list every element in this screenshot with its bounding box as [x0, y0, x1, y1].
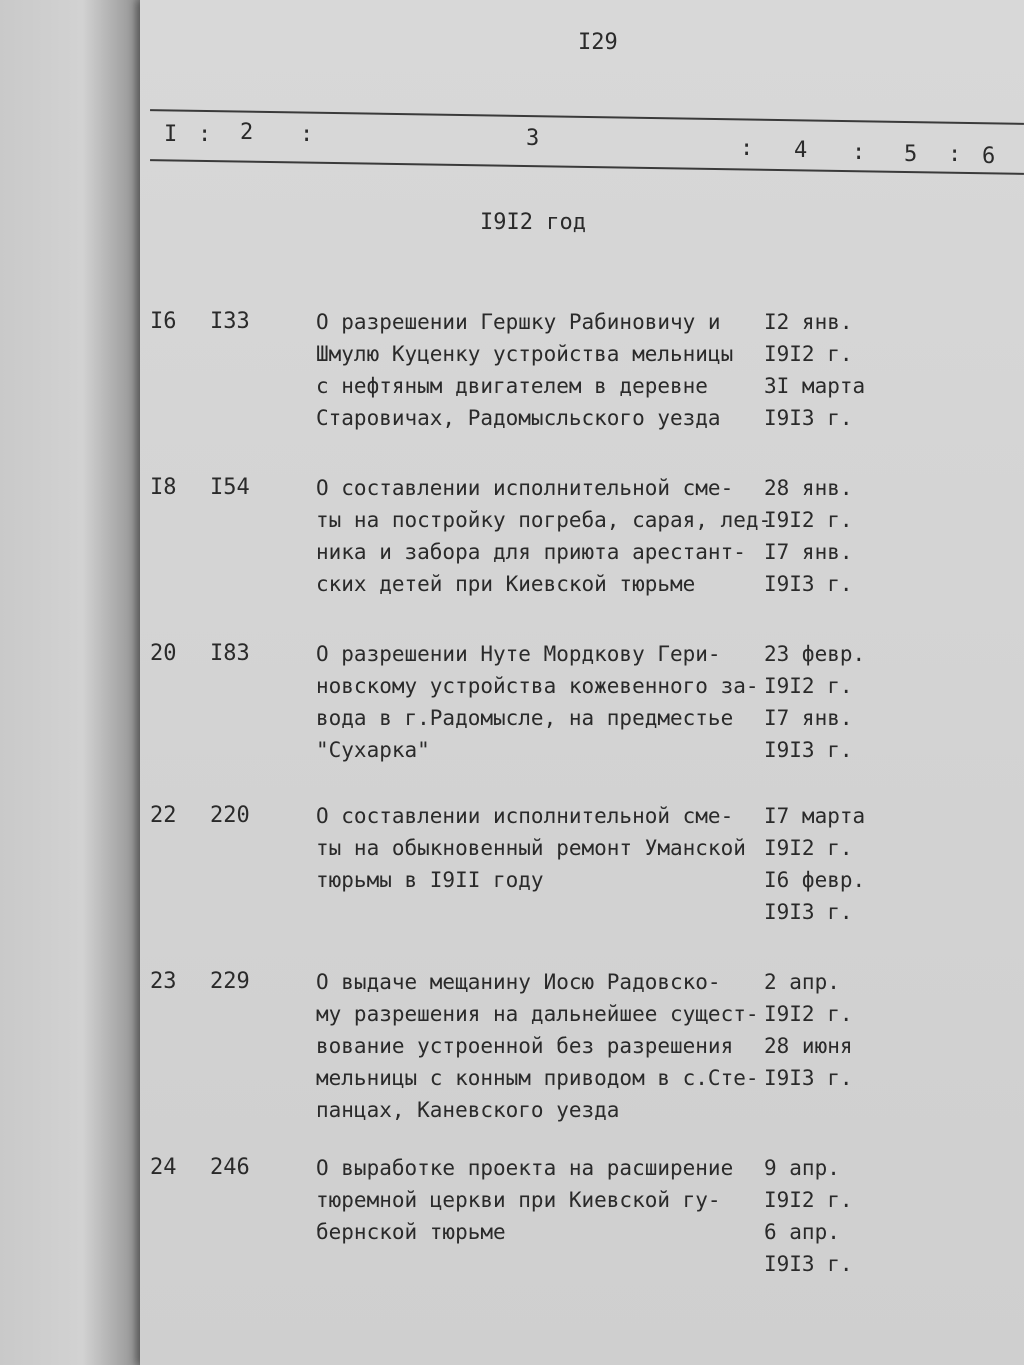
entry-title-line: му разрешения на дальнейшее сущест-: [316, 1002, 759, 1026]
entry-dates: [764, 800, 874, 928]
entry-date-line: 3I марта: [764, 374, 866, 398]
entry-date-line: 23 февр.: [764, 642, 866, 666]
entry-dates: [764, 966, 874, 1094]
column-header-5: 5: [904, 142, 918, 167]
entry-date-line: 28 янв.: [764, 476, 853, 500]
entry-sequence-number: I8: [150, 475, 177, 500]
year-heading: I9I2 год: [480, 210, 586, 235]
entry-title: [316, 1152, 776, 1248]
entry-sequence-number: 24: [150, 1155, 177, 1180]
entry-title: [316, 638, 776, 766]
entry-date-line: I9I3 г.: [764, 1066, 853, 1090]
header-rule-top: [150, 109, 1024, 125]
entry-title: [316, 800, 776, 896]
entry-sequence-number: 20: [150, 641, 177, 666]
header-rule-bottom: [150, 159, 1024, 175]
column-separator: :: [198, 122, 212, 147]
entry-date-line: I9I3 г.: [764, 738, 853, 762]
entry-title-line: О выдаче мещанину Иосю Радовско-: [316, 970, 721, 994]
column-header-4: 4: [794, 138, 808, 163]
entry-date-line: I9I2 г.: [764, 342, 853, 366]
entry-title-line: тюремной церкви при Киевской гу-: [316, 1188, 721, 1212]
entry-file-number: I33: [210, 309, 250, 334]
entry-title-line: с нефтяным двигателем в деревне: [316, 374, 708, 398]
column-separator: :: [948, 142, 962, 167]
entry-sequence-number: 23: [150, 969, 177, 994]
entry-date-line: I9I3 г.: [764, 1252, 853, 1276]
column-header-3: 3: [526, 126, 540, 151]
entry-title-line: О выработке проекта на расширение: [316, 1156, 734, 1180]
entry-date-line: 6 апр.: [764, 1220, 840, 1244]
entry-title-line: О разрешении Гершку Рабиновичу и: [316, 310, 721, 334]
entry-title-line: О составлении исполнительной сме-: [316, 476, 734, 500]
previous-page-edge: [0, 0, 150, 1365]
entry-file-number: 220: [210, 803, 250, 828]
entry-title: [316, 306, 776, 434]
entry-date-line: 28 июня: [764, 1034, 853, 1058]
entry-title-line: панцах, Каневского уезда: [316, 1098, 620, 1122]
entry-date-line: I9I3 г.: [764, 572, 853, 596]
entry-dates: [764, 472, 874, 600]
page-number: I29: [578, 30, 618, 55]
entry-date-line: I7 янв.: [764, 540, 853, 564]
column-header-6: 6: [982, 144, 996, 169]
entry-file-number: 229: [210, 969, 250, 994]
entry-title-line: "Сухарка": [316, 738, 430, 762]
entry-title-line: мельницы с конным приводом в с.Сте-: [316, 1066, 759, 1090]
entry-title-line: вование устроенной без разрешения: [316, 1034, 734, 1058]
entry-dates: [764, 1152, 874, 1280]
entry-date-line: I9I3 г.: [764, 406, 853, 430]
entry-title-line: Старовичах, Радомысльского уезда: [316, 406, 721, 430]
entry-title: [316, 472, 776, 600]
entry-title-line: О разрешении Нуте Мордкову Гери-: [316, 642, 721, 666]
entry-title: [316, 966, 776, 1126]
entry-file-number: I83: [210, 641, 250, 666]
entry-date-line: 2 апр.: [764, 970, 840, 994]
entry-title-line: Шмулю Куценку устройства мельницы: [316, 342, 734, 366]
entry-title-line: бернской тюрьме: [316, 1220, 506, 1244]
entry-title-line: О составлении исполнительной сме-: [316, 804, 734, 828]
column-header-2: 2: [240, 120, 254, 145]
entry-sequence-number: I6: [150, 309, 177, 334]
entry-title-line: ты на постройку погреба, сарая, лед-: [316, 508, 772, 532]
entry-title-line: ты на обыкновенный ремонт Уманской: [316, 836, 746, 860]
entry-file-number: I54: [210, 475, 250, 500]
entry-title-line: ника и забора для приюта арестант-: [316, 540, 746, 564]
column-header-1: I: [164, 122, 178, 147]
entry-dates: [764, 638, 874, 766]
entry-date-line: I6 февр.: [764, 868, 866, 892]
entry-dates: [764, 306, 874, 434]
entry-date-line: I7 янв.: [764, 706, 853, 730]
entry-date-line: I9I2 г.: [764, 508, 853, 532]
entry-date-line: I9I2 г.: [764, 1188, 853, 1212]
entry-sequence-number: 22: [150, 803, 177, 828]
entry-title-line: тюрьмы в I9II году: [316, 868, 544, 892]
entry-title-line: новскому устройства кожевенного за-: [316, 674, 759, 698]
entry-date-line: I7 марта: [764, 804, 866, 828]
entry-date-line: I9I2 г.: [764, 1002, 853, 1026]
column-separator: :: [300, 122, 314, 147]
column-separator: :: [852, 140, 866, 165]
entry-date-line: I9I3 г.: [764, 900, 853, 924]
entry-title-line: ских детей при Киевской тюрьме: [316, 572, 696, 596]
entry-file-number: 246: [210, 1155, 250, 1180]
entry-date-line: I9I2 г.: [764, 836, 853, 860]
entry-title-line: вода в г.Радомысле, на предместье: [316, 706, 734, 730]
entry-date-line: I2 янв.: [764, 310, 853, 334]
document-page: [140, 0, 1024, 1365]
entry-date-line: I9I2 г.: [764, 674, 853, 698]
entry-date-line: 9 апр.: [764, 1156, 840, 1180]
column-separator: :: [740, 136, 754, 161]
